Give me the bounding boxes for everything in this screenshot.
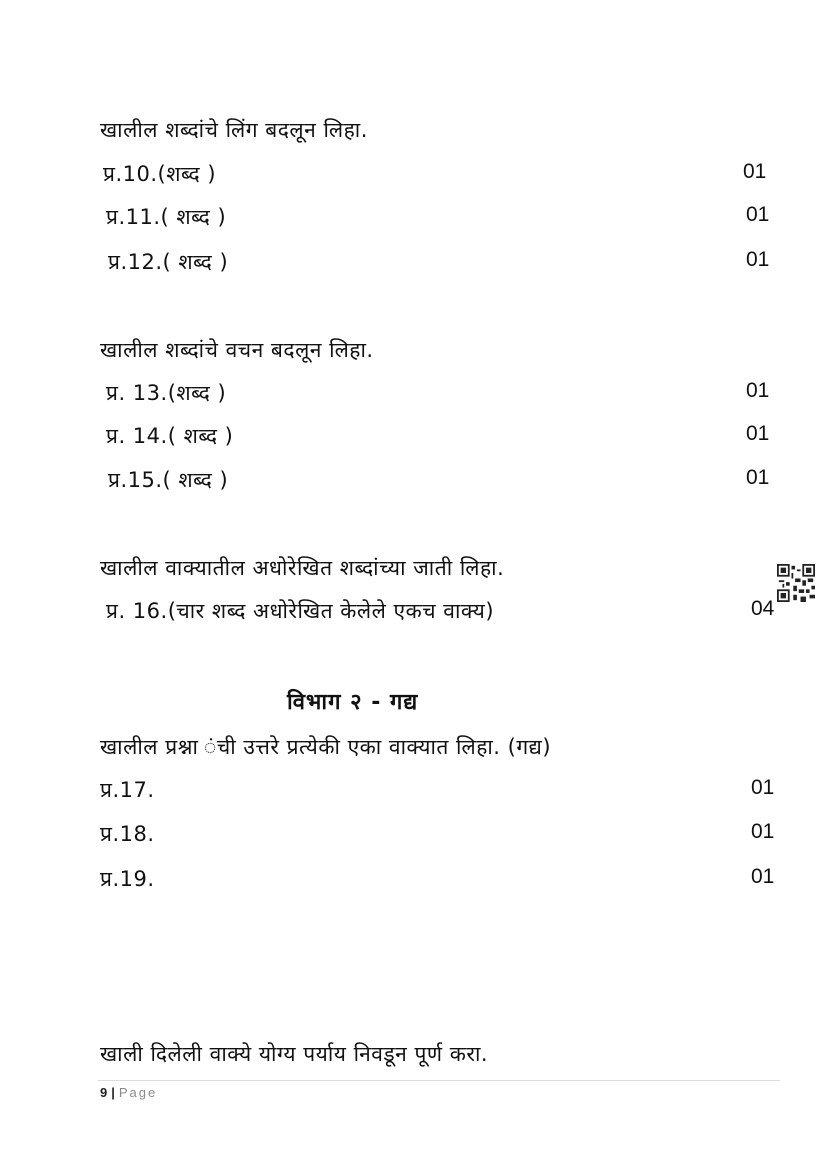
marks-15: 01 [746,466,770,489]
page-footer [100,1085,157,1100]
question-16: प्र. 16.(चार शब्द अधोरेखित केलेले एकच वाक्य) [106,599,495,623]
instruction-complete-sentences: खाली दिलेली वाक्ये योग्य पर्याय निवडून पूर्ण करा. [100,1042,489,1066]
instruction-word-class: खालील वाक्यातील अधोरेखित शब्दांच्या जाती लिहा. [100,556,505,580]
marks-10: 01 [743,160,767,183]
marks-12: 01 [746,248,770,271]
marks-18: 01 [751,820,775,843]
page-label: Page [118,1085,158,1100]
question-17: प्र.17. [100,778,155,802]
question-13: प्र. 13.(शब्द ) [106,381,227,405]
question-15: प्र.15.( शब्द ) [108,468,229,492]
question-10: प्र.10.(शब्द ) [103,162,217,186]
question-11: प्र.11.( शब्द ) [106,205,227,229]
division-title: विभाग २ - गद्य [287,690,419,715]
question-18: प्र.18. [100,822,155,846]
page-number: 9 [100,1085,108,1100]
qr-code-icon [777,564,815,602]
marks-19: 01 [751,865,775,888]
question-14: प्र. 14.( शब्द ) [106,424,234,448]
instruction-gender: खालील शब्दांचे लिंग बदलून लिहा. [100,118,368,142]
instruction-number: खालील शब्दांचे वचन बदलून लिहा. [100,338,374,362]
instruction-gadya: खालील प्रश्ना ंची उत्तरे प्रत्येकी एका वाक्यात लिहा. (गद्य) [100,735,552,759]
question-12: प्र.12.( शब्द ) [108,250,229,274]
marks-17: 01 [751,776,775,799]
marks-13: 01 [746,379,770,402]
marks-11: 01 [746,203,770,226]
footer-separator: | [111,1085,115,1100]
marks-16: 04 [751,597,775,620]
footer-divider [98,1080,780,1081]
marks-14: 01 [746,422,770,445]
question-19: प्र.19. [100,867,155,891]
